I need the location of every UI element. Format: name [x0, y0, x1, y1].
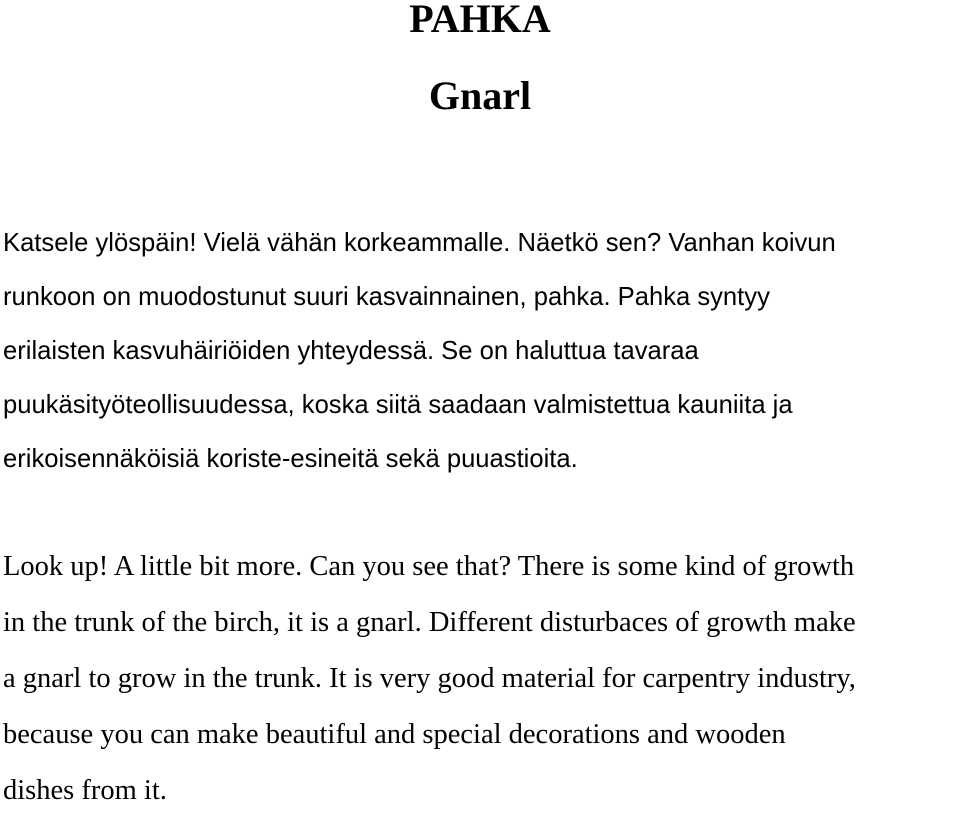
finnish-line: Katsele ylöspäin! Vielä vähän korkeammalle. Näetkö sen? Vanhan koivun — [3, 229, 836, 257]
english-line: dishes from it. — [3, 775, 167, 806]
finnish-line: runkoon on muodostunut suuri kasvainnainen, pahka. Pahka syntyy — [3, 283, 770, 311]
finnish-line: erikoisennäköisiä koriste-esineitä sekä puuastioita. — [3, 445, 578, 473]
title-english: Gnarl — [428, 73, 532, 118]
english-paragraph — [3, 539, 959, 819]
finnish-line: erilaisten kasvuhäiriöiden yhteydessä. Se on haluttua tavaraa — [3, 337, 699, 365]
finnish-paragraph — [3, 216, 959, 486]
english-line: Look up! A little bit more. Can you see that? There is some kind of growth — [3, 551, 855, 582]
finnish-line: puukäsityöteollisuudessa, koska siitä saadaan valmistettua kauniita ja — [3, 391, 793, 419]
english-line: because you can make beautiful and special decorations and wooden — [3, 719, 786, 750]
title-finnish: PAHKA — [409, 0, 551, 41]
english-line: in the trunk of the birch, it is a gnarl. Different disturbaces of growth make — [3, 607, 856, 638]
english-line: a gnarl to grow in the trunk. It is very good material for carpentry industry, — [3, 663, 856, 694]
